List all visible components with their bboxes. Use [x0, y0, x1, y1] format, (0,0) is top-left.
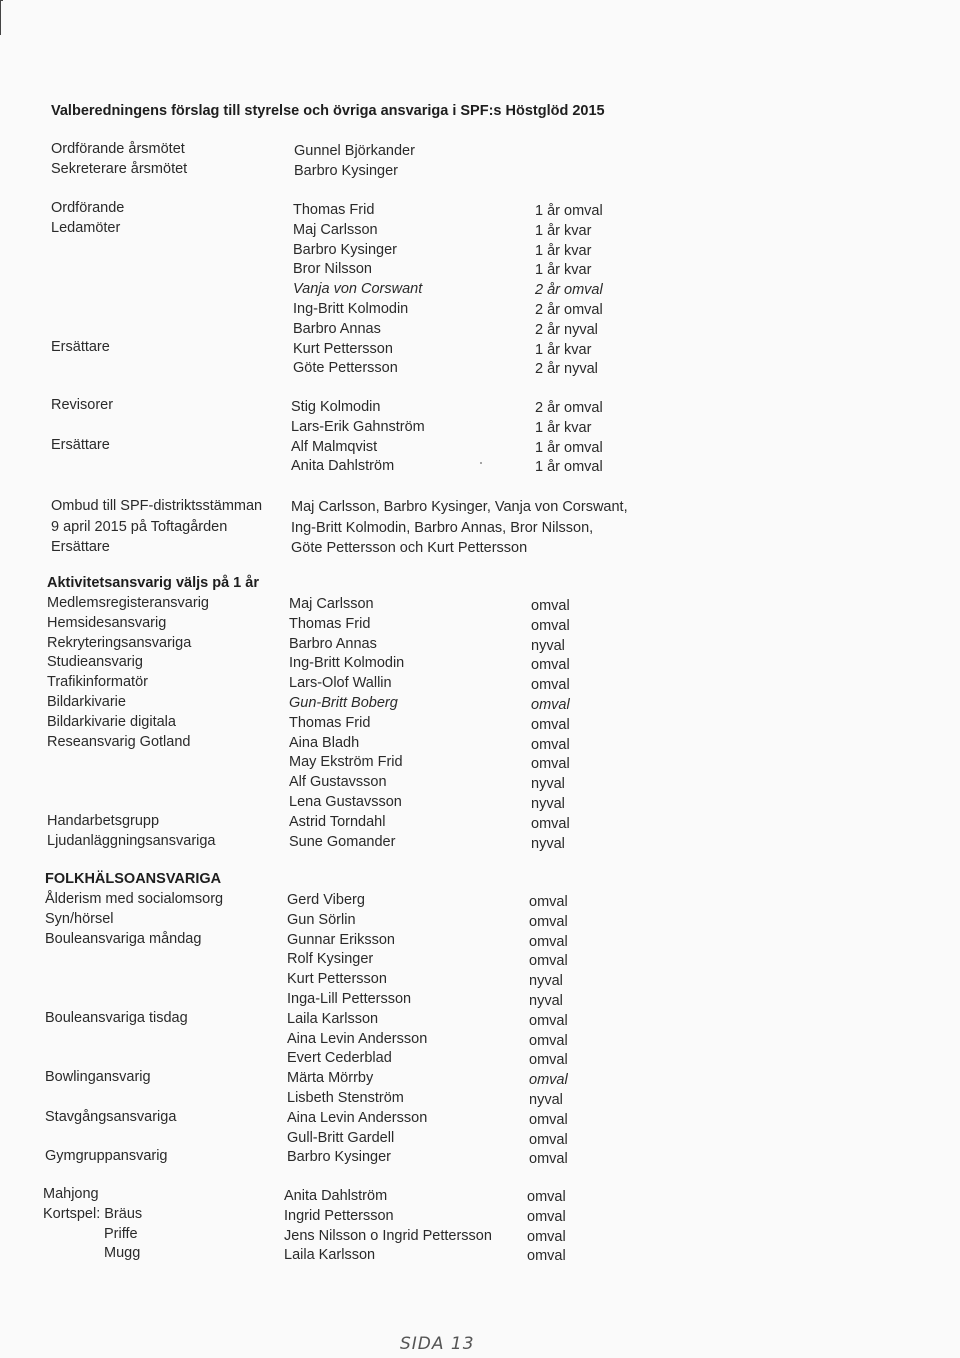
arsmote-roles: [51, 140, 187, 180]
person-name: Maj Carlsson: [293, 221, 378, 238]
speck-mark: [480, 462, 482, 464]
person-name: Ing-Britt Kolmodin: [293, 300, 409, 317]
term-value: omval: [529, 1151, 568, 1168]
term-value: nyval: [531, 795, 565, 812]
term-value: omval: [531, 756, 570, 773]
term-value: 2 år omval: [535, 400, 603, 416]
role-label: Bildarkivarie digitala: [47, 713, 176, 730]
term-value: omval: [531, 617, 570, 634]
role-label: Stavgångsansvariga: [45, 1108, 177, 1125]
term-value: omval: [527, 1189, 566, 1205]
person-name: Laila Karlsson: [284, 1247, 376, 1264]
aktivitet-heading: Aktivitetsansvarig väljs på 1 år: [47, 575, 259, 591]
spel-names: [284, 1187, 492, 1266]
person-name: Evert Cederblad: [287, 1050, 392, 1067]
person-name: Märta Mörrby: [287, 1070, 374, 1087]
person-name: Thomas Frid: [289, 615, 371, 632]
role-label: Reseansvarig Gotland: [47, 733, 191, 750]
person-names-line: Ing-Britt Kolmodin, Barbro Annas, Bror Nilsson,: [291, 519, 594, 536]
term-value: nyval: [531, 835, 565, 852]
role-label: [51, 239, 124, 259]
term-value: omval: [529, 1072, 568, 1089]
term-value: omval: [531, 677, 570, 694]
person-name: Barbro Annas: [289, 635, 377, 652]
person-name: Göte Pettersson: [293, 360, 398, 377]
term-value: omval: [529, 953, 568, 970]
person-name: Lena Gustavsson: [289, 793, 402, 810]
spel-roles: [43, 1185, 142, 1264]
term-value: 1 år kvar: [535, 242, 592, 259]
ombud-names: [291, 497, 628, 559]
styrelse-names: [293, 201, 422, 379]
role-label: Priffe: [104, 1225, 138, 1242]
term-value: nyval: [529, 973, 563, 990]
person-name: Aina Levin Andersson: [287, 1109, 428, 1126]
role-label: Ombud till SPF-distriktsstämman: [51, 498, 263, 514]
term-value: 1 år omval: [535, 439, 603, 456]
person-name: Aina Levin Andersson: [287, 1030, 428, 1047]
ombud-roles: [51, 496, 262, 558]
person-name: Gun-Britt Boberg: [289, 694, 398, 711]
role-label: Ersättare: [51, 338, 110, 355]
page-number-handwritten: SIDA 13: [400, 1334, 475, 1354]
term-value: nyval: [531, 776, 565, 793]
person-name: Gull-Britt Gardell: [287, 1129, 395, 1146]
term-value: omval: [529, 1012, 568, 1029]
role-label: Bowlingansvarig: [45, 1069, 151, 1086]
role-label: Ledamöter: [51, 219, 121, 236]
person-name: Kurt Pettersson: [287, 971, 387, 988]
person-name: Vanja von Corswant: [293, 281, 423, 298]
person-name: Laila Karlsson: [287, 1010, 379, 1027]
aktivitet-terms: [531, 597, 570, 854]
term-value: omval: [531, 657, 570, 674]
person-name: Barbro Annas: [293, 320, 381, 337]
role-label: [51, 258, 124, 278]
term-value: 2 år omval: [535, 301, 603, 318]
person-names-line: Maj Carlsson, Barbro Kysinger, Vanja von Corswant,: [291, 499, 628, 515]
aktivitet-names: [289, 595, 404, 852]
person-name: Stig Kolmodin: [291, 399, 381, 415]
term-value: omval: [529, 1032, 568, 1049]
role-label: [51, 318, 124, 338]
styrelse-roles: [51, 199, 124, 377]
role-label: Mahjong: [43, 1186, 99, 1202]
person-name: Lisbeth Stenström: [287, 1089, 404, 1106]
person-name: Anita Dahlström: [291, 458, 395, 475]
spel-terms: [527, 1188, 566, 1267]
role-label: [47, 772, 216, 792]
role-label: [51, 278, 124, 298]
styrelse-terms: [535, 202, 603, 380]
arsmote-names: [294, 142, 415, 182]
person-name: Gunnar Eriksson: [287, 931, 395, 948]
term-value: omval: [529, 894, 568, 910]
term-value: 1 år kvar: [535, 341, 592, 358]
term-value: 1 år kvar: [535, 222, 592, 239]
folkhalsa-names: [287, 891, 427, 1168]
role-label: [45, 969, 223, 989]
role-label: [45, 1048, 223, 1068]
role-label: [51, 357, 124, 377]
term-value: omval: [529, 1052, 568, 1069]
role-label: [47, 752, 216, 772]
person-name: Thomas Frid: [293, 202, 375, 218]
term-value: 2 år nyval: [535, 321, 598, 338]
person-name: Anita Dahlström: [284, 1188, 388, 1204]
person-name: Lars-Erik Gahnström: [291, 418, 425, 435]
role-label: [47, 792, 216, 812]
role-label: Mugg: [104, 1245, 141, 1262]
person-name: Barbro Kysinger: [287, 1149, 391, 1166]
term-value: omval: [531, 696, 570, 713]
person-name: Bror Nilsson: [293, 261, 372, 278]
person-name: Ingrid Pettersson: [284, 1207, 394, 1224]
revisorer-terms: [535, 399, 603, 478]
folkhalsa-heading: FOLKHÄLSOANSVARIGA: [45, 871, 222, 887]
revisorer-names: [291, 398, 425, 477]
role-label: [45, 949, 223, 969]
term-value: 2 år nyval: [535, 361, 598, 378]
role-label: Ljudanläggningsansvariga: [47, 832, 216, 849]
term-value: 1 år kvar: [535, 262, 592, 279]
person-name: Kurt Pettersson: [293, 340, 393, 357]
role-label: [45, 989, 223, 1009]
role-label: Bouleansvariga måndag: [45, 930, 202, 947]
term-value: omval: [531, 736, 570, 753]
role-label: Ersättare: [51, 539, 110, 555]
role-label: Medlemsregisteransvarig: [47, 595, 209, 611]
folkhalsa-roles: [45, 890, 223, 1167]
person-name: Barbro Kysinger: [294, 162, 398, 179]
role-label: Rekryteringsansvariga: [47, 634, 192, 651]
role-label: Kortspel: Bräus: [43, 1205, 143, 1222]
role-label: Handarbetsgrupp: [47, 812, 160, 829]
term-value: 1 år kvar: [535, 419, 592, 436]
term-value: 1 år omval: [535, 203, 603, 219]
term-value: omval: [529, 913, 568, 930]
person-name: Barbro Kysinger: [293, 241, 397, 258]
person-name: Ing-Britt Kolmodin: [289, 655, 405, 672]
role-label: Studieansvarig: [47, 654, 143, 671]
term-value: 1 år omval: [535, 459, 603, 476]
term-value: omval: [531, 598, 570, 614]
role-label: [45, 1029, 223, 1049]
term-value: omval: [531, 815, 570, 832]
role-label: Sekreterare årsmötet: [51, 160, 188, 177]
person-name: Gun Sörlin: [287, 911, 356, 928]
role-label: [51, 416, 113, 436]
role-label: 9 april 2015 på Toftagården: [51, 518, 228, 535]
revisorer-roles: [51, 396, 113, 475]
person-name: Lars-Olof Wallin: [289, 675, 392, 692]
role-label: [51, 298, 124, 318]
folkhalsa-terms: [529, 893, 568, 1170]
role-label: Ordförande: [51, 200, 125, 216]
person-name: Astrid Torndahl: [289, 813, 386, 830]
term-value: omval: [529, 1111, 568, 1128]
role-label: Ordförande årsmötet: [51, 141, 185, 157]
role-label: Syn/hörsel: [45, 910, 114, 927]
role-label: Bildarkivarie: [47, 693, 126, 710]
person-name: Alf Gustavsson: [289, 774, 387, 791]
role-label: Ålderism med socialomsorg: [45, 891, 224, 907]
person-name: Sune Gomander: [289, 833, 396, 850]
aktivitet-roles: [47, 594, 216, 851]
person-name: Inga-Lill Pettersson: [287, 990, 412, 1007]
role-label: [51, 455, 113, 475]
role-label: Bouleansvariga tisdag: [45, 1009, 188, 1026]
role-label: Gymgruppansvarig: [45, 1148, 168, 1165]
term-value: omval: [529, 1131, 568, 1148]
person-name: Alf Malmqvist: [291, 438, 378, 455]
role-label: Revisorer: [51, 397, 114, 413]
term-value: omval: [527, 1248, 566, 1265]
term-value: omval: [531, 716, 570, 733]
term-value: 2 år omval: [535, 282, 603, 299]
term-value: nyval: [529, 1091, 563, 1108]
role-label: [45, 1088, 223, 1108]
term-value: nyval: [531, 637, 565, 654]
document-title: Valberedningens förslag till styrelse och övriga ansvariga i SPF:s Höstglöd 2015: [51, 103, 605, 119]
person-name: Gerd Viberg: [287, 892, 365, 908]
person-name: May Ekström Frid: [289, 754, 403, 771]
person-name: Thomas Frid: [289, 714, 371, 731]
role-label: [45, 1128, 223, 1148]
term-value: omval: [527, 1208, 566, 1225]
role-label: Ersättare: [51, 436, 110, 453]
person-name: Gunnel Björkander: [294, 143, 415, 159]
term-value: omval: [527, 1228, 566, 1245]
term-value: nyval: [529, 992, 563, 1009]
role-label: Trafikinformatör: [47, 674, 148, 691]
scan-edge-mark: [0, 0, 3, 35]
person-names-line: Göte Pettersson och Kurt Pettersson: [291, 540, 528, 556]
person-name: Jens Nilsson o Ingrid Pettersson: [284, 1227, 492, 1244]
person-name: Aina Bladh: [289, 734, 360, 751]
term-value: omval: [529, 933, 568, 950]
person-name: Maj Carlsson: [289, 596, 374, 612]
role-label: Hemsidesansvarig: [47, 614, 167, 631]
person-name: Rolf Kysinger: [287, 951, 374, 968]
